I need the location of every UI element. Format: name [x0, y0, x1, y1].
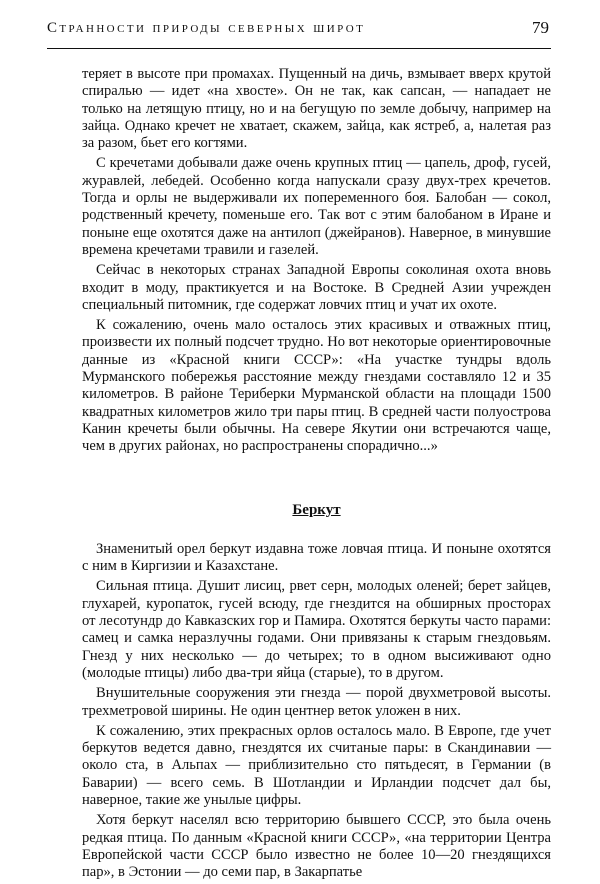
page-number: 79 [532, 18, 549, 37]
paragraph: К сожалению, этих прекрасных орлов осталось мало. В Европе, где учет беркутов ведется давно, гнездятся их считаные пары: в Скандинавии — около ста, в Альпах — приблизительно сто пятьдесят, в Германии (в Баварии) — всего семь. В Шотландии и Ирландии подсчет дал бы, наверное, такие же унылые цифры. [82, 722, 551, 808]
paragraph: теряет в высоте при промахах. Пущенный на дичь, взмывает вверх крутой спиралью — идет «на хвосте». Он не так, как сапсан, — нападает не только на летящую птицу, но и на бегущую по земле добычу, например на зайца. Однако кречет не хватает, скажем, зайца, как ястреб, а, налетая раз за разом, бьет его когтями. [82, 66, 551, 152]
paragraph: К сожалению, очень мало осталось этих красивых и отважных птиц, произвести их полный подсчет трудно. Но вот некоторые ориентировочные данные из «Красной книги СССР»: «На участке тундры вдоль Мурманского побережья расстояние между гнездами составляло 12 и 35 километров. В районе Териберки Мурманской области на площади 1500 квадратных километров жило три пары птиц. В средней части полуострова Канин кречеты были обычны. На севере Якутии они встречаются чаще, чем в других районах, но распространены спорадично...» [82, 317, 551, 455]
paragraph: Сильная птица. Душит лисиц, рвет серн, молодых оленей; берет зайцев, глухарей, куропаток, гусей всюду, где гнездится на обширных просторах от лесотундр до Кавказских гор и Памира. Охотятся беркуты часто парами: самец и самка неразлучны годами. Они привязаны к старым гнездовьям. Гнезд у них несколько — до четырех; то в одном высиживают одно (молодые птицы) либо два-три яйца (старые), то в другом. [82, 578, 551, 681]
page-body [82, 66, 551, 884]
section-heading: Беркут [292, 501, 341, 518]
paragraph: Сейчас в некоторых странах Западной Европы соколиная охота вновь входит в моду, практикуется и на Востоке. В Средней Азии учрежден специальный питомник, где содержат ловчих птиц и учат их охоте. [82, 262, 551, 313]
running-header [47, 14, 551, 49]
paragraph: Хотя беркут населял всю территорию бывшего СССР, это была очень редкая птица. По данным «Красной книги СССР», «на территории Центра Европейской части СССР было известно не более 10—20 гнездящихся пар», в Эстонии — до семи пар, в Закарпатье [82, 812, 551, 881]
running-title: Странности природы северных широт [47, 20, 366, 36]
paragraph: С кречетами добывали даже очень крупных птиц — цапель, дроф, гусей, журавлей, лебедей. Особенно когда напускали сразу двух-трех кречетов. Тогда и орлы не выдерживали их попеременного боя. Балобан — сокол, родственный кречету, поменьше его. Так вот с этим балобаном в Иране и поныне еще охотятся даже на антилоп (джейранов). Наверное, в минувшие времена кречетами травили и газелей. [82, 155, 551, 258]
paragraph: Внушительные сооружения эти гнезда — порой двухметровой высоты. трехметровой ширины. Не один центнер веток уложен в них. [82, 685, 551, 719]
paragraph: Знаменитый орел беркут издавна тоже ловчая птица. И поныне охотятся с ним в Киргизии и Казахстане. [82, 540, 551, 575]
